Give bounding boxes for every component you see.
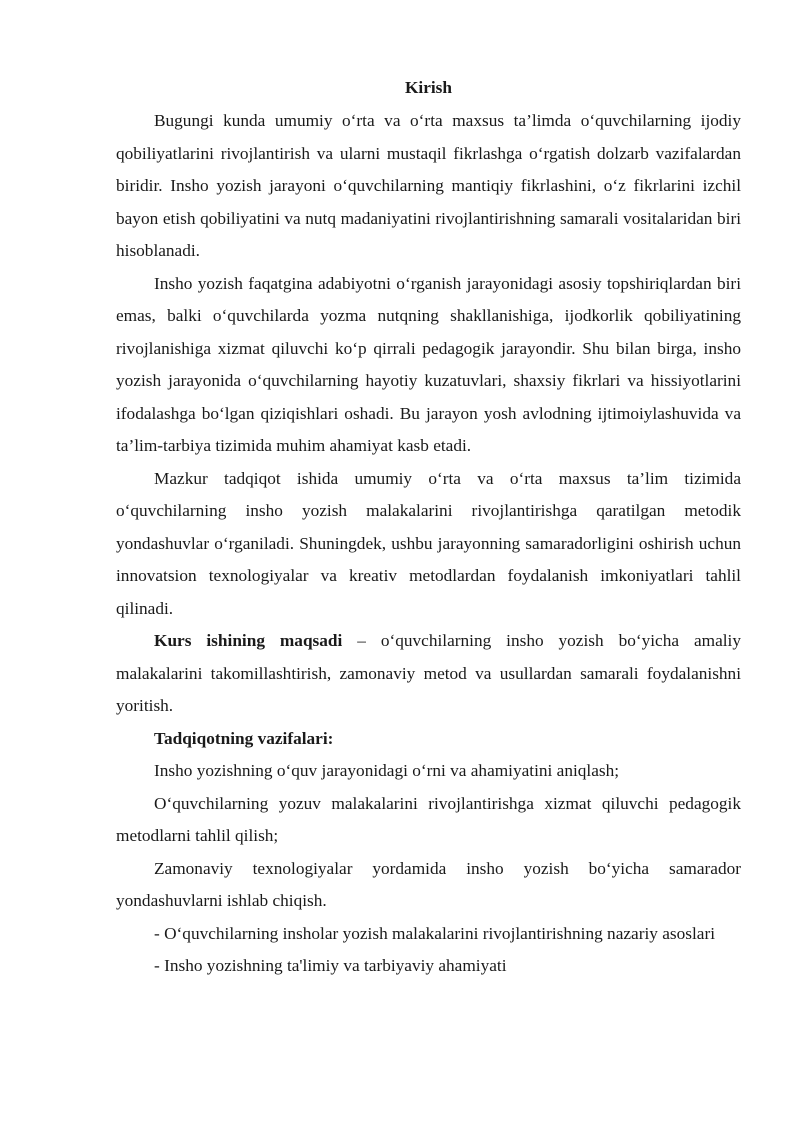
paragraph-course-goal bbox=[116, 625, 741, 723]
list-item: - O‘quvchilarning insholar yozish malakalarini rivojlantirishning nazariy asoslari bbox=[154, 923, 716, 943]
task-item: Insho yozishning o‘quv jarayonidagi o‘rni va ahamiyatini aniqlash; bbox=[154, 761, 620, 780]
tasks-heading: Tadqiqotning vazifalari: bbox=[154, 728, 334, 748]
course-goal-text: – o‘quvchilarning insho yozish bo‘yicha amaliy malakalarini takomillashtirish, zamonaviy metod va usullardan samarali foydalanishni yoritish. bbox=[116, 631, 741, 715]
section-title: Kirish bbox=[404, 78, 453, 97]
paragraph-research-scope: Mazkur tadqiqot ishida umumiy o‘rta va o‘rta maxsus ta’lim tizimida o‘quvchilarning insho yozish malakalarini rivojlantirishga qaratilgan metodik yondashuvlar o‘rganiladi. Shuningdek, ushbu jarayonning samaradorligini oshirish uchun innovatsion texnologiyalar va kreativ metodlardan foydalanish imkoniyatlari tahlil qilinadi. bbox=[116, 468, 741, 618]
task-item: Zamonaviy texnologiyalar yordamida insho yozish bo‘yicha samarador yondashuvlarni ishlab chiqish. bbox=[116, 858, 741, 910]
course-goal-label: Kurs ishining maqsadi bbox=[154, 631, 343, 650]
paragraph-essay-role: Insho yozish faqatgina adabiyotni o‘rganish jarayonidagi asosiy topshiriqlardan biri emas, balki o‘quvchilarda yozma nutqning shakllanishiga, ijodkorlik qobiliyatining rivojlanishiga xizmat qiluvchi ko‘p qirrali pedagogik jarayondir. Shu bilan birga, insho yozish jarayonida o‘quvchilarning hayotiy kuzatuvlari, shaxsiy fikrlari va hissiyotlarini ifodalashga bo‘lgan qiziqishlari oshadi. Bu jarayon yosh avlodning ijtimoiylashuvida va ta’lim-tarbiya tizimida muhim ahamiyat kasb etadi. bbox=[116, 273, 741, 455]
task-item: O‘quvchilarning yozuv malakalarini rivojlantirishga xizmat qiluvchi pedagogik metodlarni tahlil qilish; bbox=[116, 793, 741, 845]
list-item: - Insho yozishning ta'limiy va tarbiyaviy ahamiyati bbox=[154, 956, 507, 975]
page-content bbox=[116, 76, 741, 983]
paragraph-intro: Bugungi kunda umumiy o‘rta va o‘rta maxsus ta’limda o‘quvchilarning ijodiy qobiliyatlarini rivojlantirish va ularni mustaqil fikrlashga o‘rgatish dolzarb vazifalardan biridir. Insho yozish jarayoni o‘quvchilarning mantiqiy fikrlashini, o‘z fikrlarini izchil bayon etish qobiliyatini va nutq madaniyatini rivojlantirishning samarali vositalaridan biri hisoblanadi. bbox=[116, 111, 741, 260]
